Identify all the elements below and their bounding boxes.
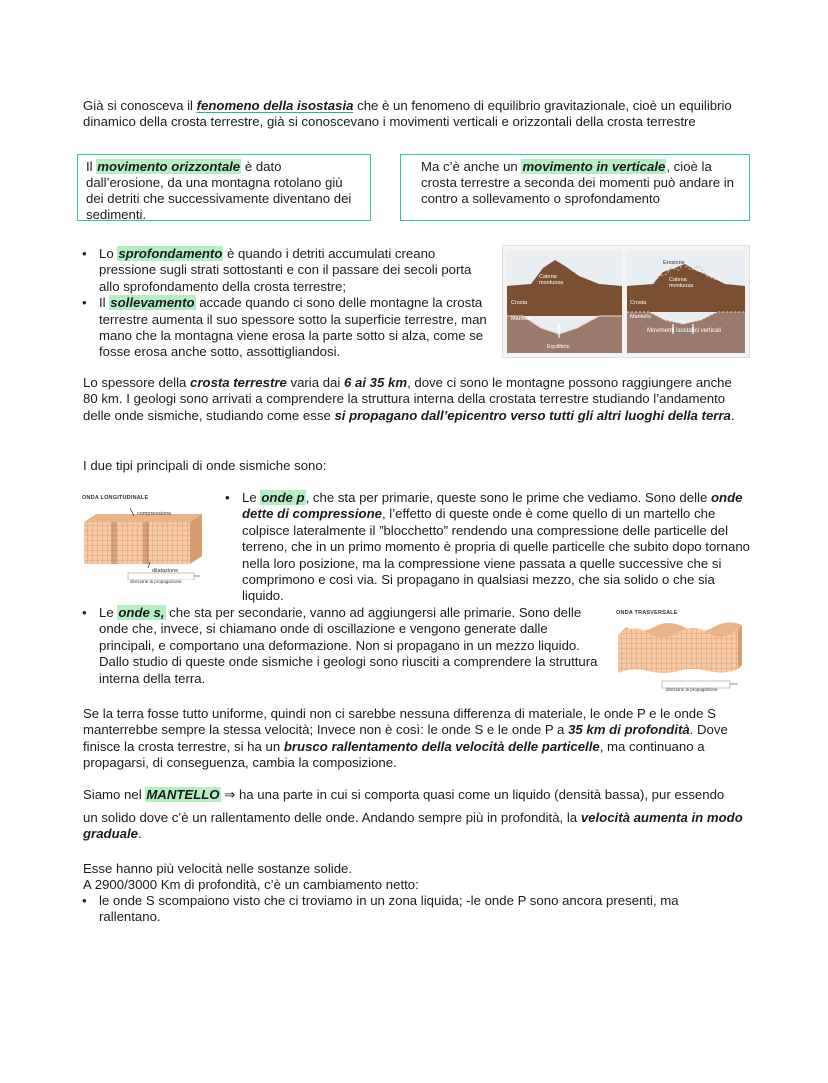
keyword-mantello: MANTELLO xyxy=(146,787,220,802)
final-bullet: • le onde S scompaiono visto che ci troviamo in un zona liquida; -le onde P sono ancora presenti, ma rallentano. xyxy=(79,893,719,926)
label-crosta-right: Crosta xyxy=(630,300,647,306)
keyword-propagano: si propagano dall’epicentro verso tutti gli altri luoghi della terra xyxy=(334,407,731,423)
final-line-1: Esse hanno più velocità nelle sostanze solide. xyxy=(83,861,353,876)
label-mantello-left: Mantello xyxy=(511,316,532,322)
keyword-crosta-terrestre: crosta terrestre xyxy=(190,375,287,390)
isostasy-figure xyxy=(502,245,750,358)
label-mantello-right: Mantello xyxy=(630,314,651,320)
transversal-title: ONDA TRASVERSALE xyxy=(616,610,678,616)
keyword-velocita-aumenta: velocità aumenta in modo graduale xyxy=(83,810,743,842)
label-equilibrio: Equilibrio xyxy=(547,344,570,350)
keyword-sprofondamento: sprofondamento xyxy=(118,246,223,261)
transversal-wave-figure xyxy=(616,605,746,693)
bullet-sollevamento: • Il sollevamento accade quando ci sono delle montagne la crosta terrestre aumenta il suo spessore sotto la superficie terrestre, man mano che la montagna viene erosa la parte sotto si alza, come se fosse erosa anche sotto, assottigliandosi. xyxy=(79,295,494,361)
final-bullet-list xyxy=(79,893,719,926)
label-movimenti: Movimenti isostatici verticali xyxy=(647,328,722,334)
box-horizontal-movement: Il movimento orizzontale è dato dall’erosione, da una montagna rotolano giù dei detriti che successivamente diventano dei sedimenti. xyxy=(77,154,371,221)
keyword-movimento-orizzontale: movimento orizzontale xyxy=(97,159,241,174)
mantle-line-1: Siamo nel MANTELLO ⇒ ha una parte in cui si comporta quasi come un liquido (densità bassa), pur essendo xyxy=(83,787,725,802)
label-erosione: Erosione xyxy=(663,260,685,266)
label-direzione-trasversale: direzione di propagazione xyxy=(666,687,718,692)
final-line-2: A 2900/3000 Km di profondità, c’è un cambiamento netto: xyxy=(83,877,419,892)
box-vertical-movement: Ma c’è anche un movimento in verticale, cioè la crosta terrestre a seconda dei momenti può andare in contro a sollevamento o sprofondamento xyxy=(400,154,750,221)
keyword-35-km: 35 km di profondità xyxy=(568,722,690,738)
longitudinal-title: ONDA LONGITUDINALE xyxy=(82,495,149,501)
longitudinal-wave-figure xyxy=(82,490,202,582)
keyword-sollevamento: sollevamento xyxy=(110,295,195,311)
keyword-onde-compressione: onde dette di compressione xyxy=(242,490,743,522)
mantle-line-2: un solido dove c’è un rallentamento delle onde. Andando sempre più in profondità, la velocità aumenta in modo graduale. xyxy=(83,810,743,842)
transversal-block xyxy=(616,613,746,691)
bullets-isostasy xyxy=(79,246,494,361)
keyword-isostasia: fenomeno della isostasia xyxy=(196,98,354,113)
keyword-onde-s: onde s, xyxy=(118,605,165,620)
isostasy-illustration xyxy=(503,246,749,357)
label-compressione: compressione xyxy=(137,511,172,517)
keyword-onde-p: onde p xyxy=(261,490,305,505)
label-catena-left: Catena montuosa xyxy=(539,274,564,286)
keyword-movimento-verticale: movimento in verticale xyxy=(522,159,666,174)
label-catena-right: Catena montuosa xyxy=(669,277,694,289)
bullet-onde-s: • Le onde s, che sta per secondarie, vanno ad aggiungersi alle primarie. Sono delle onde che, invece, si chiamano onde di oscillazione e vengono generate dalle principali, e comportano una deformazione. Non si propagano in un mezzo liquido. Dallo studio di queste onde sismiche i geologi sono riusciti a comprendere la struttura interna della terra. xyxy=(79,605,601,687)
uniform-paragraph: Se la terra fosse tutto uniforme, quindi non ci sarebbe nessuna differenza di materiale, le onde P e le onde S manterrebbe sempre la stessa velocità; Invece non è così: le onde S e le onde P a 35 km di profondità. Dove finisce la crosta terrestre, si ha un brusco rallentamento della velocità delle particelle, ma continuano a propagarsi, di conseguenza, cambia la composizione. xyxy=(83,706,728,771)
keyword-brusco-rallentamento: brusco rallentamento della velocità delle particelle xyxy=(283,738,600,754)
label-direzione-longitudinale: direzione di propagazione xyxy=(130,579,182,584)
label-dilatazione: dilatazione xyxy=(152,568,179,574)
keyword-6-35-km: 6 ai 35 km xyxy=(344,375,408,390)
bullet-onde-p: • Le onde p, che sta per primarie, queste sono le prime che vediamo. Sono delle onde dette di compressione, l’effetto di queste onde è come quello di un martello che colpisce lateralmente il ”blocchetto” rendendo una compressione delle particelle del terreno, che in un primo momento è propria di quelle particelle che subito dopo tornano nella loro posizione, ma la compressione viene passata a quelle successive che si comprimono e così via. Si propagano in qualsiasi mezzo, che sia solido o che sia liquido. xyxy=(222,490,752,605)
types-intro: I due tipi principali di onde sismiche sono: xyxy=(83,458,327,473)
label-crosta-left: Crosta xyxy=(511,300,528,306)
bullet-sprofondamento: • Lo sprofondamento è quando i detriti accumulati creano pressione sugli strati sottostanti e con il passare dei secoli porta allo sprofondamento della crosta terrestre; xyxy=(79,246,494,295)
intro-paragraph: Già si conosceva il fenomeno della isostasia che è un fenomeno di equilibrio gravitazionale, cioè un equilibrio dinamico della crosta terrestre, già si conoscevano i movimenti verticali e orizzontali della crosta terrestre xyxy=(83,98,732,130)
thickness-paragraph: Lo spessore della crosta terrestre varia dai 6 ai 35 km, dove ci sono le montagne possono raggiungere anche 80 km. I geologi sono arrivati a comprendere la struttura interna della crostata terrestre studiando l’andamento delle onde sismiche, studiando come esse si propagano dall’epicentro verso tutti gli altri luoghi della terra. xyxy=(83,375,735,423)
